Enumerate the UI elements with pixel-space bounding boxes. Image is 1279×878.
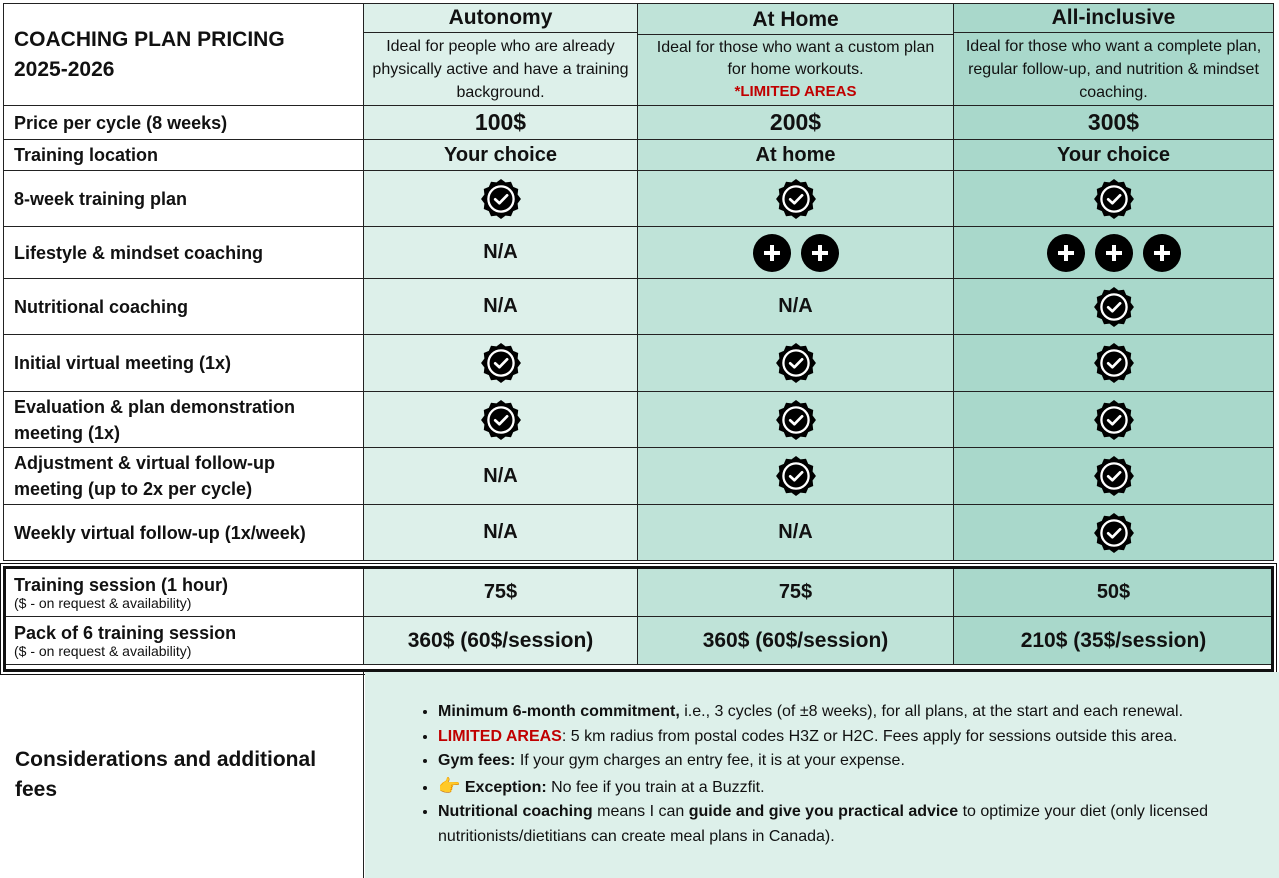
check-badge-icon [1093,342,1135,384]
location-label: Training location [4,140,364,171]
check-badge-icon [480,342,522,384]
check-badge-icon [775,455,817,497]
considerations-list [365,700,1279,849]
plan-name: Autonomy [364,5,637,33]
considerations-panel [365,672,1279,878]
list-item: • Nutritional coaching means I can guide and give you practical advice to optimize your diet (only licensed nutritionists/dietitians can create meal plans in Canada). [438,800,1279,849]
pack-price-all-inclusive: 210$ (35$/session) [954,617,1274,665]
check-badge-icon [1093,286,1135,328]
evaluation-label: Evaluation & plan demonstration meeting (1x) [4,392,364,448]
session-subnote: ($ - on request & availability) [14,594,192,611]
pointing-hand-icon: 👉 [438,775,461,796]
plan-header-autonomy [364,4,638,106]
check-badge-icon [775,399,817,441]
price-all-inclusive: 300$ [954,106,1274,140]
check-badge-icon [1093,512,1135,554]
session-price-at-home: 75$ [638,569,954,617]
adjustment-label: Adjustment & virtual follow-up meeting (up to 2x per cycle) [4,448,364,505]
plan-header-all-inclusive [954,4,1274,106]
plan-description: Ideal for those who want a complete plan, regular follow-up, and nutrition & mindset coaching. [965,38,1262,101]
training-plan-label: 8-week training plan [4,171,364,227]
session-label: Training session (1 hour) ($ - on request & availability) [4,569,364,617]
na-value: N/A [364,227,638,279]
plan-description: Ideal for people who are already physically active and have a training background. [372,38,629,101]
considerations-title-cell [3,672,364,878]
na-value: N/A [638,505,954,561]
pack-label: Pack of 6 training session ($ - on request & availability) [4,617,364,665]
plus-circle-icon [801,234,839,272]
na-value: N/A [638,279,954,335]
plus-circle-icon [1143,234,1181,272]
price-autonomy: 100$ [364,106,638,140]
lifestyle-label: Lifestyle & mindset coaching [4,227,364,279]
plus-circle-icon [753,234,791,272]
pack-subnote: ($ - on request & availability) [14,642,192,659]
pack-price-autonomy: 360$ (60$/session) [364,617,638,665]
plan-description: Ideal for those who want a custom plan for home workouts. *LIMITED AREAS [656,38,935,100]
weekly-label: Weekly virtual follow-up (1x/week) [4,505,364,561]
page-title: COACHING PLAN PRICING 2025-2026 [4,4,364,106]
na-value: N/A [364,448,638,505]
na-value: N/A [364,505,638,561]
plan-header-at-home [638,4,954,106]
session-price-autonomy: 75$ [364,569,638,617]
check-badge-icon [1093,399,1135,441]
plan-name: At Home [638,7,953,35]
check-badge-icon [775,342,817,384]
plan-name: All-inclusive [954,5,1273,33]
initial-meeting-label: Initial virtual meeting (1x) [4,335,364,392]
check-badge-icon [480,399,522,441]
na-value: N/A [364,279,638,335]
considerations-title: Considerations and additional fees [15,748,317,801]
check-badge-icon [775,178,817,220]
nutrition-label: Nutritional coaching [4,279,364,335]
check-badge-icon [1093,455,1135,497]
location-autonomy: Your choice [364,140,638,171]
check-badge-icon [480,178,522,220]
price-at-home: 200$ [638,106,954,140]
list-item: • Gym fees: If your gym charges an entry fee, it is at your expense. [438,749,1279,774]
plus-circle-icon [1047,234,1085,272]
plus-circle-icon [1095,234,1133,272]
list-item: • LIMITED AREAS: 5 km radius from postal codes H3Z or H2C. Fees apply for sessions outside this area. [438,725,1279,750]
location-all-inclusive: Your choice [954,140,1274,171]
price-label: Price per cycle (8 weeks) [4,106,364,140]
session-price-all-inclusive: 50$ [954,569,1274,617]
limited-areas-note: *LIMITED AREAS [734,82,857,100]
check-badge-icon [1093,178,1135,220]
pricing-table [3,3,1274,665]
location-at-home: At home [638,140,954,171]
list-item: • Minimum 6-month commitment, i.e., 3 cycles (of ±8 weeks), for all plans, at the start and each renewal. [438,700,1279,725]
pack-price-at-home: 360$ (60$/session) [638,617,954,665]
list-item: • 👉 Exception: No fee if you train at a Buzzfit. [438,774,1279,801]
